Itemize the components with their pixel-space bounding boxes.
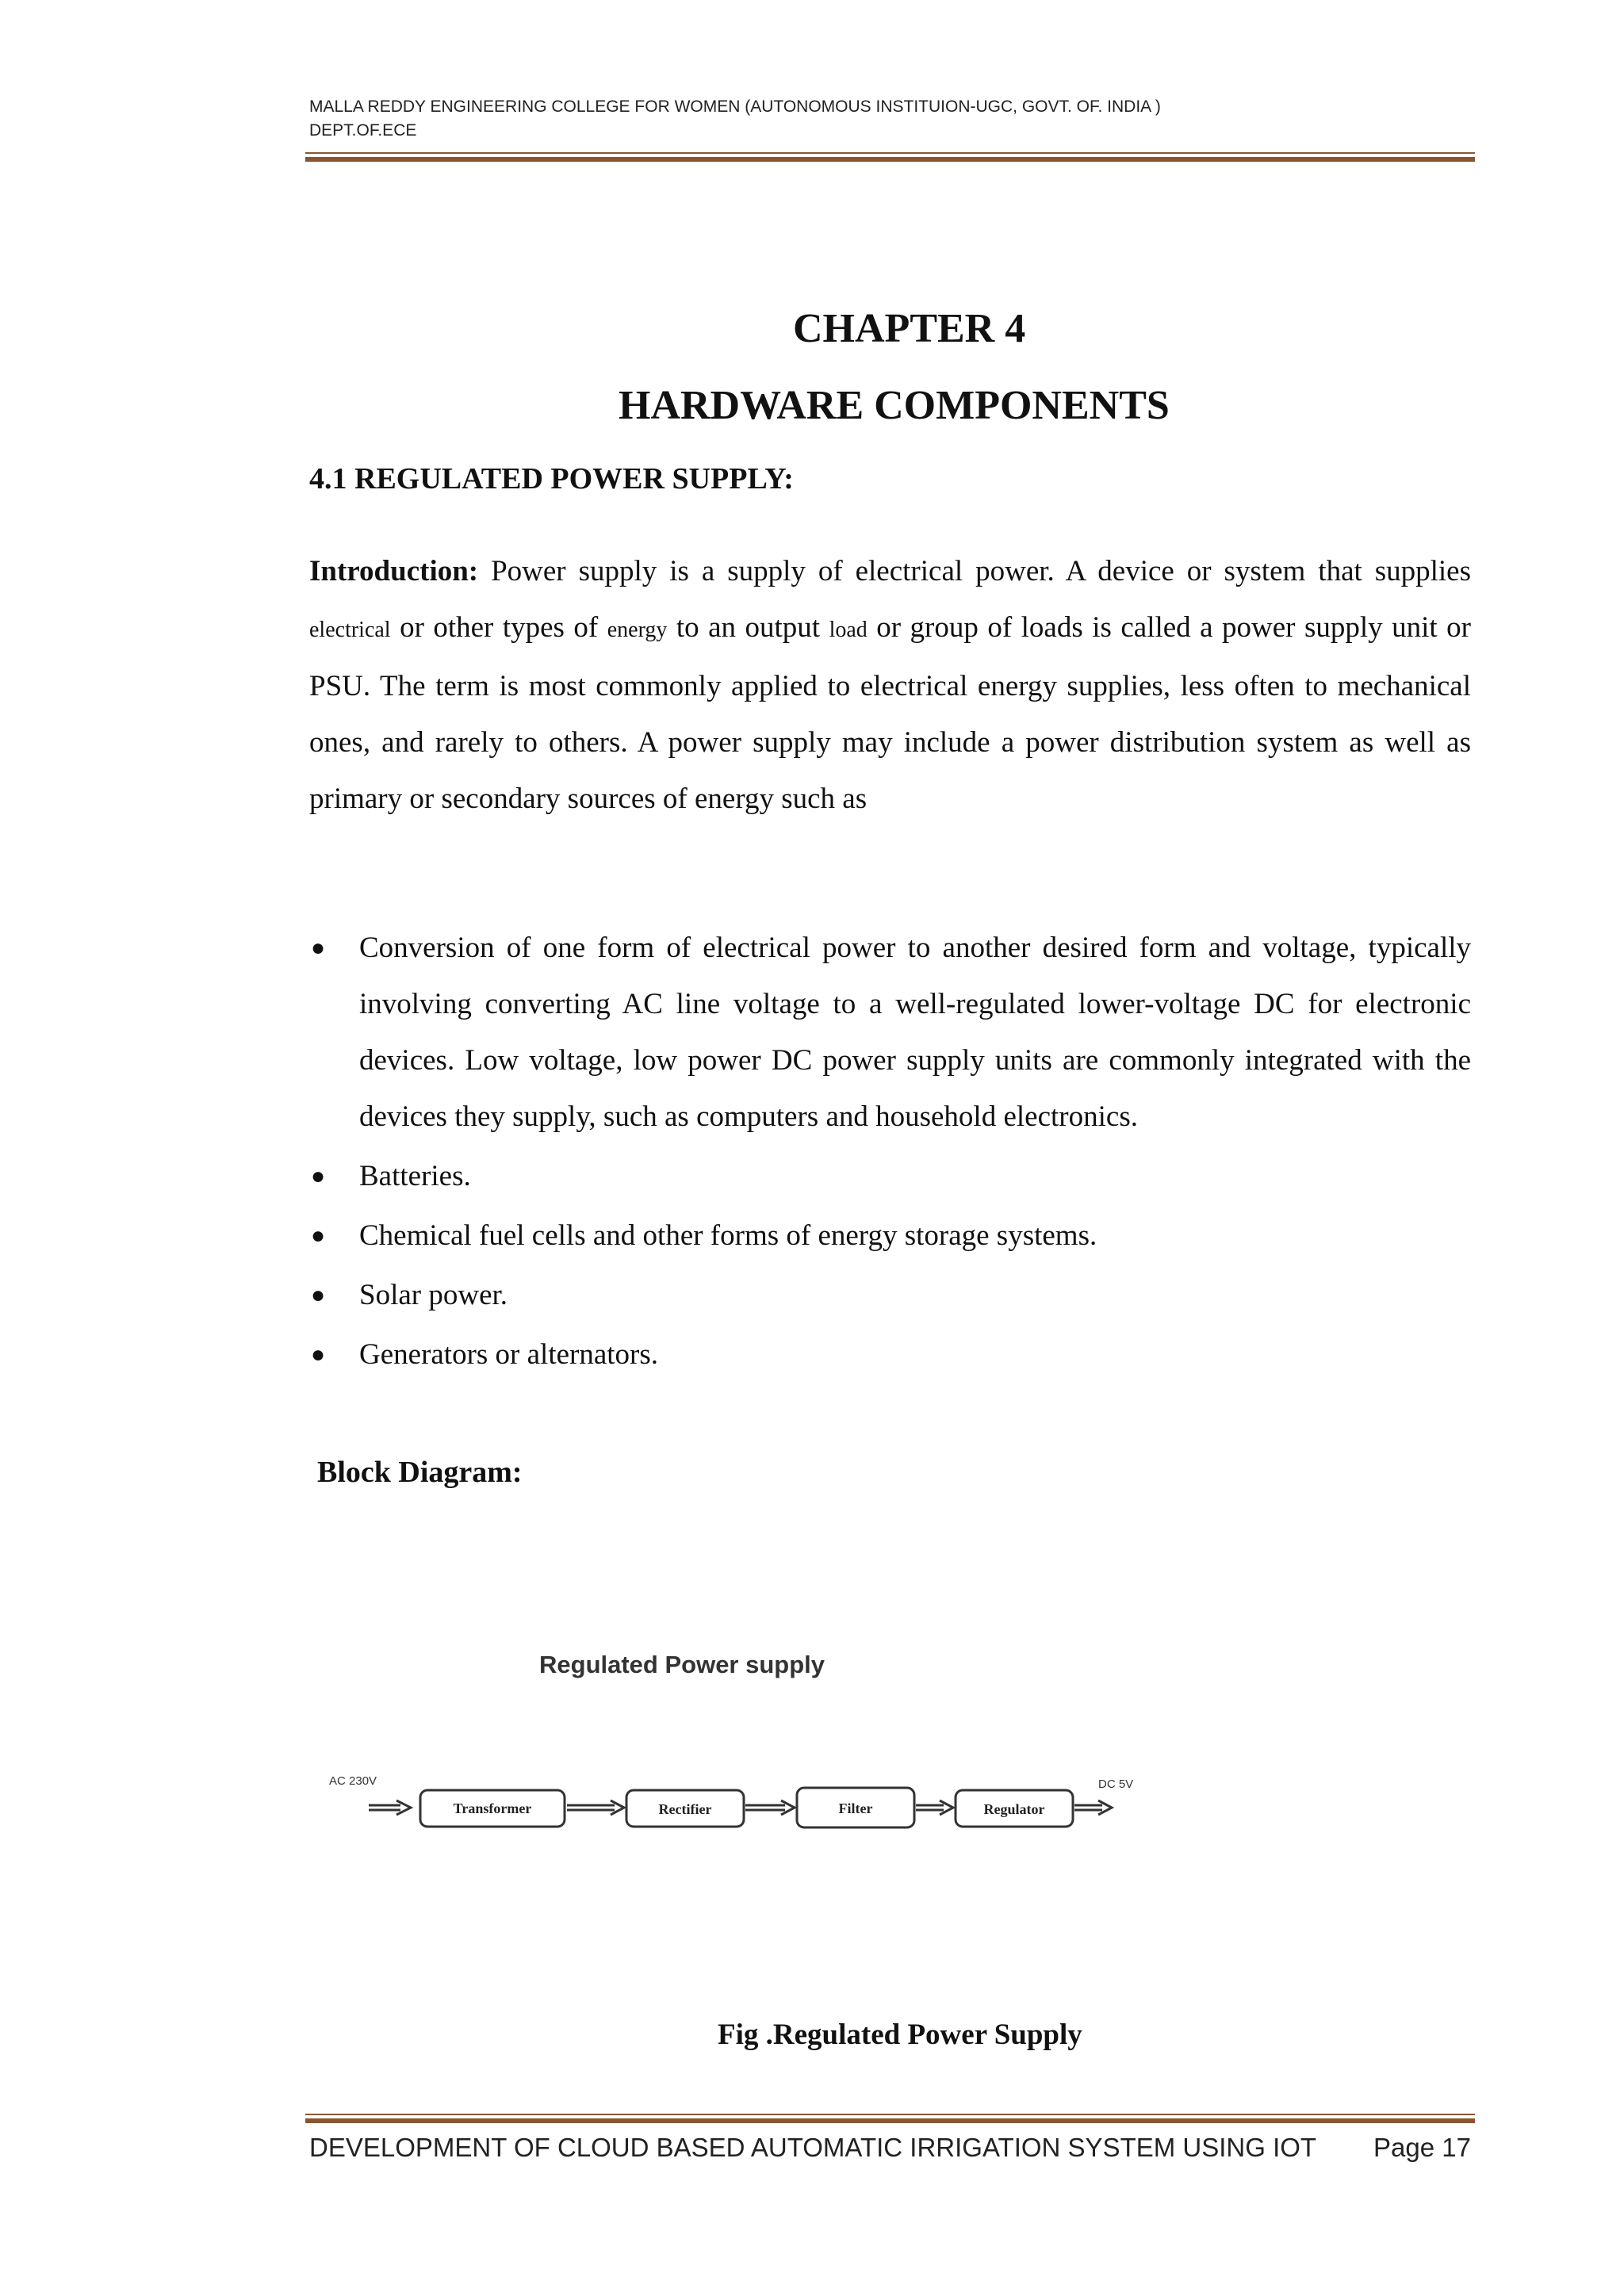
page-header <box>309 95 1475 143</box>
intro-label: Introduction: <box>309 555 479 587</box>
diagram-output-label: DC 5V <box>1098 1777 1134 1791</box>
bullet-icon: ● <box>311 935 326 961</box>
intro-text-4: or group of loads is called a power supply unit or PSU. The term is most commonly applied to electrical energy supplies, less often to mechanical ones, and rarely to others. A power supply may include a power distribution system as well as primary or secondary sources of energy such as <box>309 611 1471 815</box>
list-item <box>309 1267 1471 1323</box>
list-item-text: Batteries. <box>359 1160 471 1192</box>
list-item-text: Generators or alternators. <box>359 1338 659 1371</box>
list-item <box>309 1207 1471 1264</box>
block-label: Regulator <box>983 1801 1045 1817</box>
list-item-text: Solar power. <box>359 1279 508 1311</box>
bullet-icon: ● <box>311 1341 326 1368</box>
intro-text-1: Power supply is a supply of electrical power. A device or system that supplies <box>478 555 1471 587</box>
power-source-list <box>309 920 1471 1386</box>
footer-title: DEVELOPMENT OF CLOUD BASED AUTOMATIC IRRIGATION SYSTEM USING IOT <box>309 2133 1317 2162</box>
block-diagram <box>317 1641 1189 1863</box>
chapter-title: HARDWARE COMPONENTS <box>619 383 1170 428</box>
page-number: Page 17 <box>1373 2133 1471 2162</box>
arrow-icon <box>745 1800 795 1815</box>
bullet-icon: ● <box>311 1282 326 1308</box>
block-diagram-label: Block Diagram: <box>317 1456 523 1489</box>
list-item-text: Chemical fuel cells and other forms of energy storage systems. <box>359 1219 1097 1252</box>
header-college-name: MALLA REDDY ENGINEERING COLLEGE FOR WOMEN (AUTONOMOUS INSTITUION-UGC, GOVT. OF. INDIA ) <box>309 98 1161 116</box>
footer-rule <box>305 2114 1475 2123</box>
intro-word-load: load <box>829 618 868 642</box>
list-item <box>309 1148 1471 1204</box>
arrow-icon <box>916 1800 953 1815</box>
intro-text-3: to an output <box>667 611 829 644</box>
intro-word-energy: energy <box>607 618 668 642</box>
bullet-icon: ● <box>311 1223 326 1249</box>
intro-paragraph <box>309 543 1471 827</box>
input-arrow-icon <box>369 1800 411 1815</box>
block-label: Rectifier <box>658 1801 712 1817</box>
block-label: Transformer <box>453 1800 532 1816</box>
intro-word-electrical: electrical <box>309 618 391 642</box>
diagram-input-label: AC 230V <box>329 1774 377 1788</box>
list-item <box>309 1326 1471 1383</box>
list-item-text: Conversion of one form of electrical power to another desired form and voltage, typically involving converting AC line voltage to a well-regulated lower-voltage DC for electronic devices. Low voltage, low power DC power supply units are commonly integrated with the devices they supply, such as computers and household electronics. <box>359 932 1471 1133</box>
intro-text-2: or other types of <box>390 611 607 644</box>
arrow-icon <box>567 1800 624 1815</box>
page-footer <box>309 2133 1471 2163</box>
diagram-flow <box>317 1641 1189 1863</box>
section-heading: 4.1 REGULATED POWER SUPPLY: <box>309 462 794 496</box>
header-rule <box>305 152 1475 162</box>
figure-caption: Fig .Regulated Power Supply <box>718 2019 1082 2051</box>
bullet-icon: ● <box>311 1163 326 1189</box>
chapter-number: CHAPTER 4 <box>793 306 1026 351</box>
header-department: DEPT.OF.ECE <box>309 121 417 140</box>
diagram-title: Regulated Power supply <box>539 1651 825 1678</box>
list-item <box>309 920 1471 1145</box>
output-arrow-icon <box>1074 1800 1112 1815</box>
block-label: Filter <box>838 1800 873 1816</box>
